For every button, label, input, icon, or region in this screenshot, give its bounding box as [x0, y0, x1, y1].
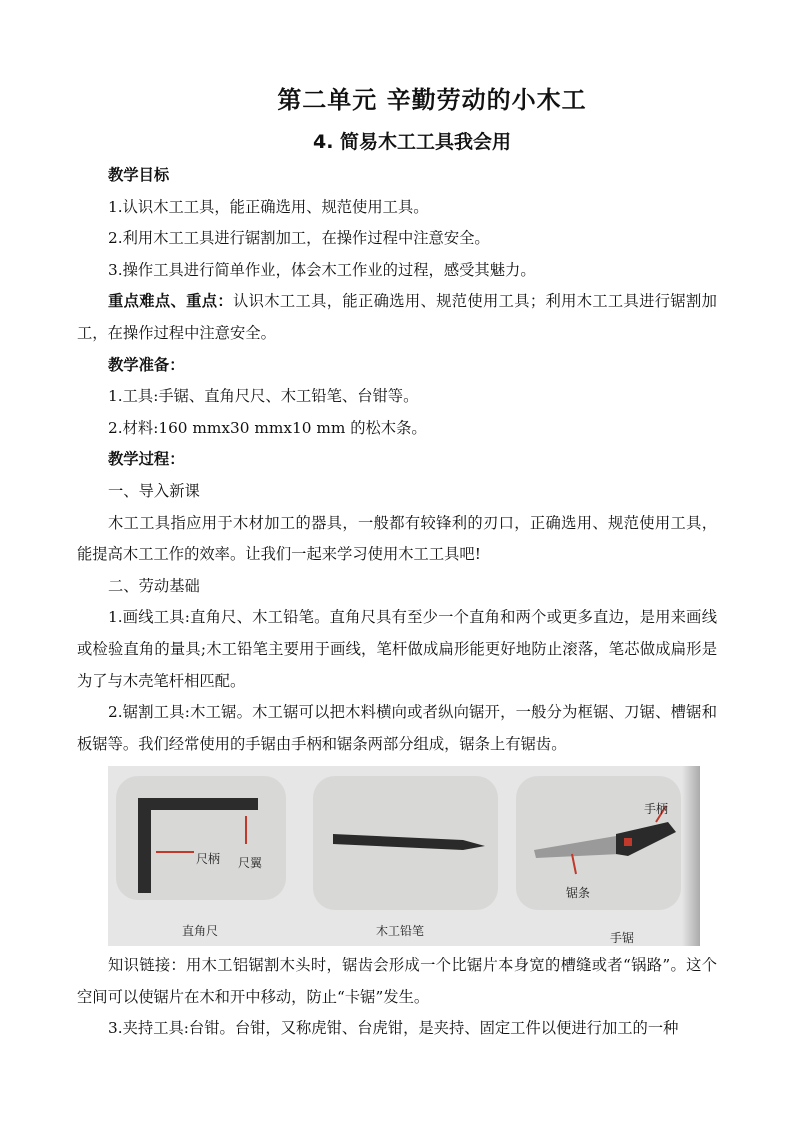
page-title: 第二单元 辛勤劳动的小木工: [277, 86, 587, 114]
saw-caption: 手锯: [610, 931, 635, 946]
tools-figure: [108, 766, 700, 946]
goals-heading: 教学目标: [108, 166, 170, 184]
saw-blade-label: 锯条: [566, 886, 591, 901]
try-square-icon: [116, 776, 286, 900]
prep-item-2: 2.材料:160 mmx30 mmx10 mm 的松木条。: [108, 418, 427, 437]
goal-item-2: 2.利用木工工具进行锯割加工，在操作过程中注意安全。: [108, 229, 490, 248]
pencil-panel: [313, 776, 498, 910]
prep-heading: 教学准备：: [108, 355, 185, 374]
section-1-heading: 一、导入新课: [108, 481, 200, 500]
page-edge-shadow: [682, 766, 700, 946]
process-heading: 教学过程：: [108, 450, 185, 469]
square-wing-label: 尺翼: [238, 856, 263, 871]
pencil-caption: 木工铅笔: [376, 924, 425, 939]
saw-handle-label: 手柄: [644, 802, 669, 817]
goal-item-3: 3.操作工具进行简单作业，体会木工作业的过程，感受其魅力。: [108, 260, 536, 279]
marking-tools-paragraph: 1.画线工具:直角尺、木工铅笔。直角尺具有至少一个直角和两个或更多直边，是用来画线或检验直角的量具;木工铅笔主要用于画线，笔杆做成扁形能更好地防止滚落，笔芯做成扁形是为了与木壳笔杆相匹配。: [77, 608, 717, 690]
goal-item-1: 1.认识木工工具，能正确选用、规范使用工具。: [108, 197, 429, 216]
lesson-title: 4. 简易木工工具我会用: [312, 131, 512, 153]
square-caption: 直角尺: [182, 924, 219, 939]
clamping-tools-paragraph: 3.夹持工具:台钳。台钳，又称虎钳、台虎钳，是夹持、固定工件以便进行加工的一种: [108, 1019, 679, 1038]
sawing-tools-paragraph: 2.锯割工具:木工锯。木工锯可以把木料横向或者纵向锯开，一般分为框锯、刀锯、槽锯和板锯等。我们经常使用的手锯由手柄和锯条两部分组成，锯条上有锯齿。: [77, 703, 717, 753]
carpenter-pencil-icon: [313, 776, 498, 910]
key-points-text: 认识木工工具，能正确选用、规范使用工具；利用木工工具进行锯割加工，在操作过程中注意安全。: [77, 292, 717, 342]
prep-item-1: 1.工具:手锯、直角尺尺、木工铅笔、台钳等。: [108, 387, 419, 406]
key-points: [77, 286, 717, 349]
knowledge-link-paragraph: 知识链接：用木工铝锯割木头时，锯齿会形成一个比锯片本身宽的槽缝或者“锅路”。这个空间可以使锯片在木和开中移动，防止“卡锯”发生。: [77, 956, 717, 1006]
saw-panel: [516, 776, 681, 910]
section-2-heading: 二、劳动基础: [108, 576, 200, 595]
key-points-label: 重点难点、重点：: [108, 292, 233, 311]
square-panel: [116, 776, 286, 900]
square-handle-label: 尺柄: [196, 852, 221, 867]
section-1-text: 木工工具指应用于木材加工的器具，一般都有较锋利的刃口，正确选用、规范使用工具，能提高木工工作的效率。让我们一起来学习使用木工工具吧!: [77, 513, 717, 564]
document-body: [77, 160, 717, 1045]
